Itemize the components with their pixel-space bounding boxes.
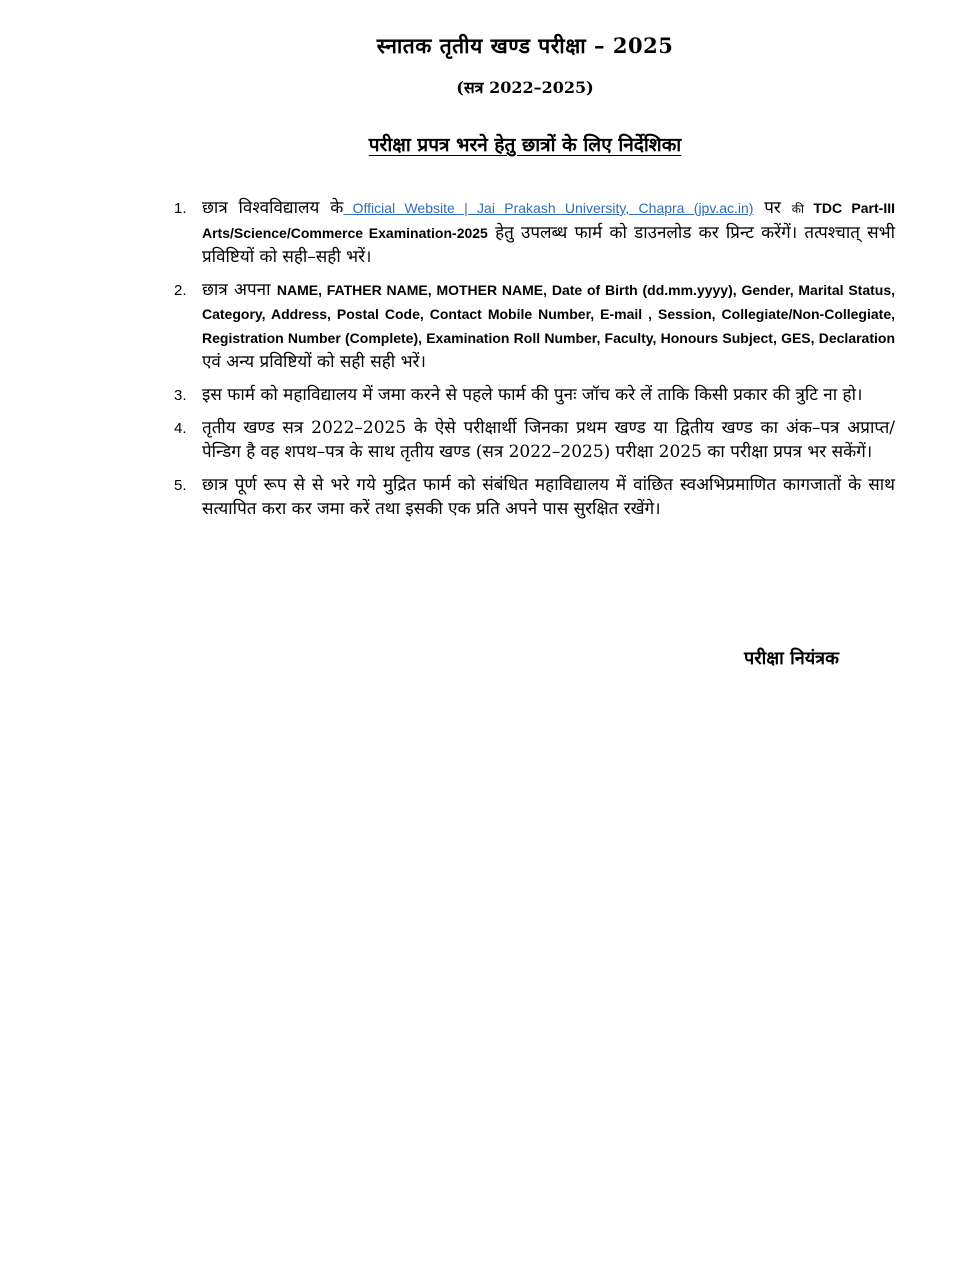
item-text: पर [753,198,792,218]
item-text: इस फार्म को महाविद्यालय में जमा करने से पहले फार्म की पुनः जॉच करे लें ताकि किसी प्रकार की त्रुटि ना हो। [202,385,863,405]
item-text: छात्र अपना [202,280,277,300]
page-title: स्नातक तृतीय खण्ड परीक्षा – 2025 [376,33,674,58]
item-text: तृतीय खण्ड सत्र 2022–2025 के ऐसे परीक्षार्थी जिनका प्रथम खण्ड या द्वितीय खण्ड का अंक–पत्र अप्राप्त/पेन्डिग है वह शपथ–पत्र के साथ तृतीय खण्ड (सत्र 2022–2025) परीक्षा 2025 का परीक्षा प्रपत्र भर सकेंगें। [202,418,895,462]
item-number: 5. [174,477,187,494]
instructions-list [172,196,895,530]
exam-name: TDC Part-III Arts/Science/Commerce Examination-2025 [202,200,895,241]
item-number: 2. [174,282,187,299]
item-number: 3. [174,387,187,404]
instruction-item-3 [172,383,895,407]
item-text: एवं अन्य प्रविष्टियों को सही सही भरें। [202,352,426,372]
item-number: 1. [174,200,187,217]
session-subtitle: (सत्र 2022–2025) [456,78,594,97]
instruction-item-4 [172,416,895,464]
instruction-item-5 [172,473,895,521]
instruction-item-2 [172,278,895,374]
instructions-heading: परीक्षा प्रपत्र भरने हेतु छात्रों के लिए निर्देशिका [368,134,682,156]
required-fields-list: NAME, FATHER NAME, MOTHER NAME, Date of Birth (dd.mm.yyyy), Gender, Marital Status, Category, Address, Postal Code, Contact Mobile Number, E-mail , Session, Collegiate/Non-Collegiate, Registration Number (Complete), Examination Roll Number, Faculty, Honours Subject, GES, Declaration [202,282,896,346]
item-text: हेतु उपलब्ध फार्म को डाउनलोड कर प्रिन्ट करेंगें। तत्पश्चात् सभी प्रविष्टियों को सही–सही भरें। [202,223,895,267]
university-website-link[interactable]: Official Website | Jai Prakash University, Chapra (jpv.ac.in) [343,200,754,216]
instruction-item-1 [172,196,895,269]
item-text: छात्र पूर्ण रूप से से भरे गये मुद्रित फार्म को संबंधित महाविद्यालय में वांछित स्वअभिप्रमाणित कागजातों के साथ सत्यापित करा कर जमा करें तथा इसकी एक प्रति अपने पास सुरक्षित रखेंगे। [202,475,895,519]
item-text: छात्र विश्वविद्यालय के [202,198,344,218]
item-text: की [791,202,805,216]
item-number: 4. [174,420,187,437]
signature-controller-of-examinations: परीक्षा नियंत्रक [744,648,839,669]
